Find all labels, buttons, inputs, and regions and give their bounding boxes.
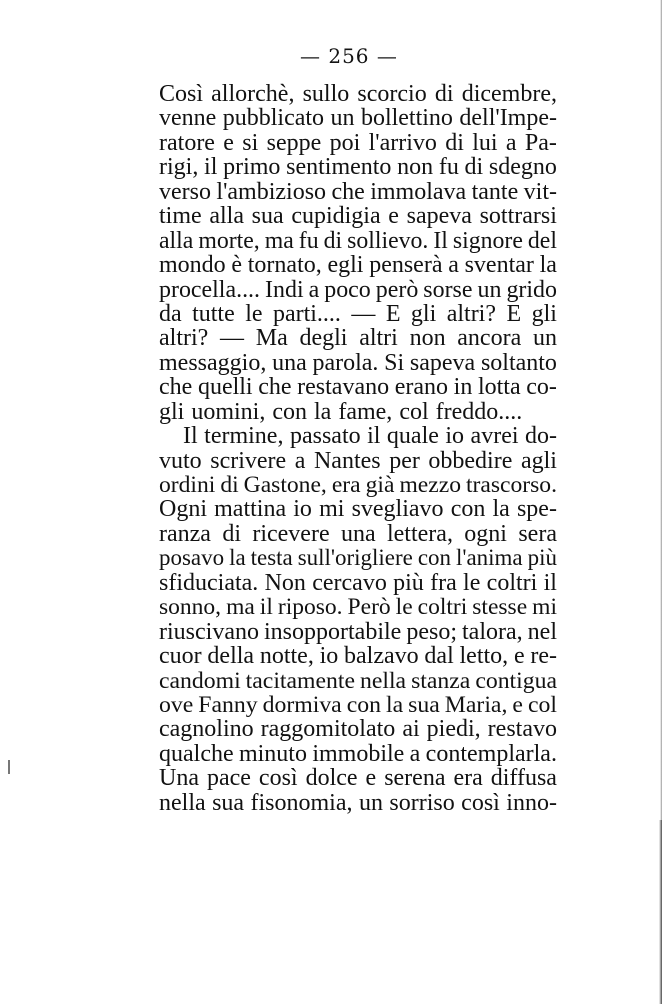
text-line: sonno, ma il riposo. Però le coltri stesse mi — [159, 594, 557, 621]
text-line: vuto scrivere a Nantes per obbedire agli — [159, 447, 557, 474]
text-line: ordini di Gastone, era già mezzo trascorso. — [159, 472, 557, 498]
text-line: Una pace così dolce e serena era diffusa — [159, 765, 557, 792]
text-line: nella sua fisonomia, un sorriso così inno- — [159, 789, 557, 816]
text-line: procella.... Indi a poco però sorse un grido — [159, 276, 557, 303]
text-line: Ogni mattina io mi svegliavo con la spe- — [159, 496, 557, 523]
paragraph — [159, 424, 557, 815]
text-line: ratore e si seppe poi l'arrivo di lui a Pa- — [159, 129, 557, 156]
text-line: altri? — Ma degli altri non ancora un — [159, 325, 557, 352]
body-text — [159, 82, 557, 815]
text-line: ove Fanny dormiva con la sua Maria, e col — [159, 691, 557, 718]
text-line: Così allorchè, sullo scorcio di dicembre, — [159, 81, 557, 107]
text-line: candomi tacitamente nella stanza contigua — [159, 667, 557, 694]
text-line: cuor della notte, io balzavo dal letto, e re- — [159, 643, 557, 670]
text-line: che quelli che restavano erano in lotta co- — [159, 374, 557, 401]
margin-mark — [8, 760, 10, 774]
text-line: rigi, il primo sentimento non fu di sdegno — [159, 154, 557, 181]
page-number: — 256 — — [300, 44, 398, 68]
text-line: riuscivano insopportabile peso; talora, nel — [159, 618, 557, 645]
text-line: qualche minuto immobile a contemplarla. — [159, 740, 557, 767]
text-line: da tutte le parti.... — E gli altri? E gli — [159, 300, 557, 327]
paragraph — [159, 82, 557, 424]
text-line: posavo la testa sull'origliere con l'anima più — [159, 545, 557, 571]
text-line: time alla sua cupidigia e sapeva sottrarsi — [159, 203, 557, 230]
text-line: messaggio, una parola. Si sapeva soltanto — [159, 349, 557, 376]
text-line: mondo è tornato, egli penserà a sventar la — [159, 252, 557, 279]
text-line: cagnolino raggomitolato ai piedi, restavo — [159, 716, 557, 743]
text-line: verso l'ambizioso che immolava tante vit- — [159, 178, 557, 205]
text-line: Il termine, passato il quale io avrei do- — [183, 423, 557, 450]
text-line: ranza di ricevere una lettera, ogni sera — [159, 520, 557, 547]
text-line: venne pubblicato un bollettino dell'Impe- — [159, 105, 557, 132]
text-line: alla morte, ma fu di sollievo. Il signore del — [159, 227, 557, 254]
text-line: gli uomini, con la fame, col freddo.... — [159, 398, 523, 425]
text-line: sfiduciata. Non cercavo più fra le coltri il — [159, 569, 557, 596]
